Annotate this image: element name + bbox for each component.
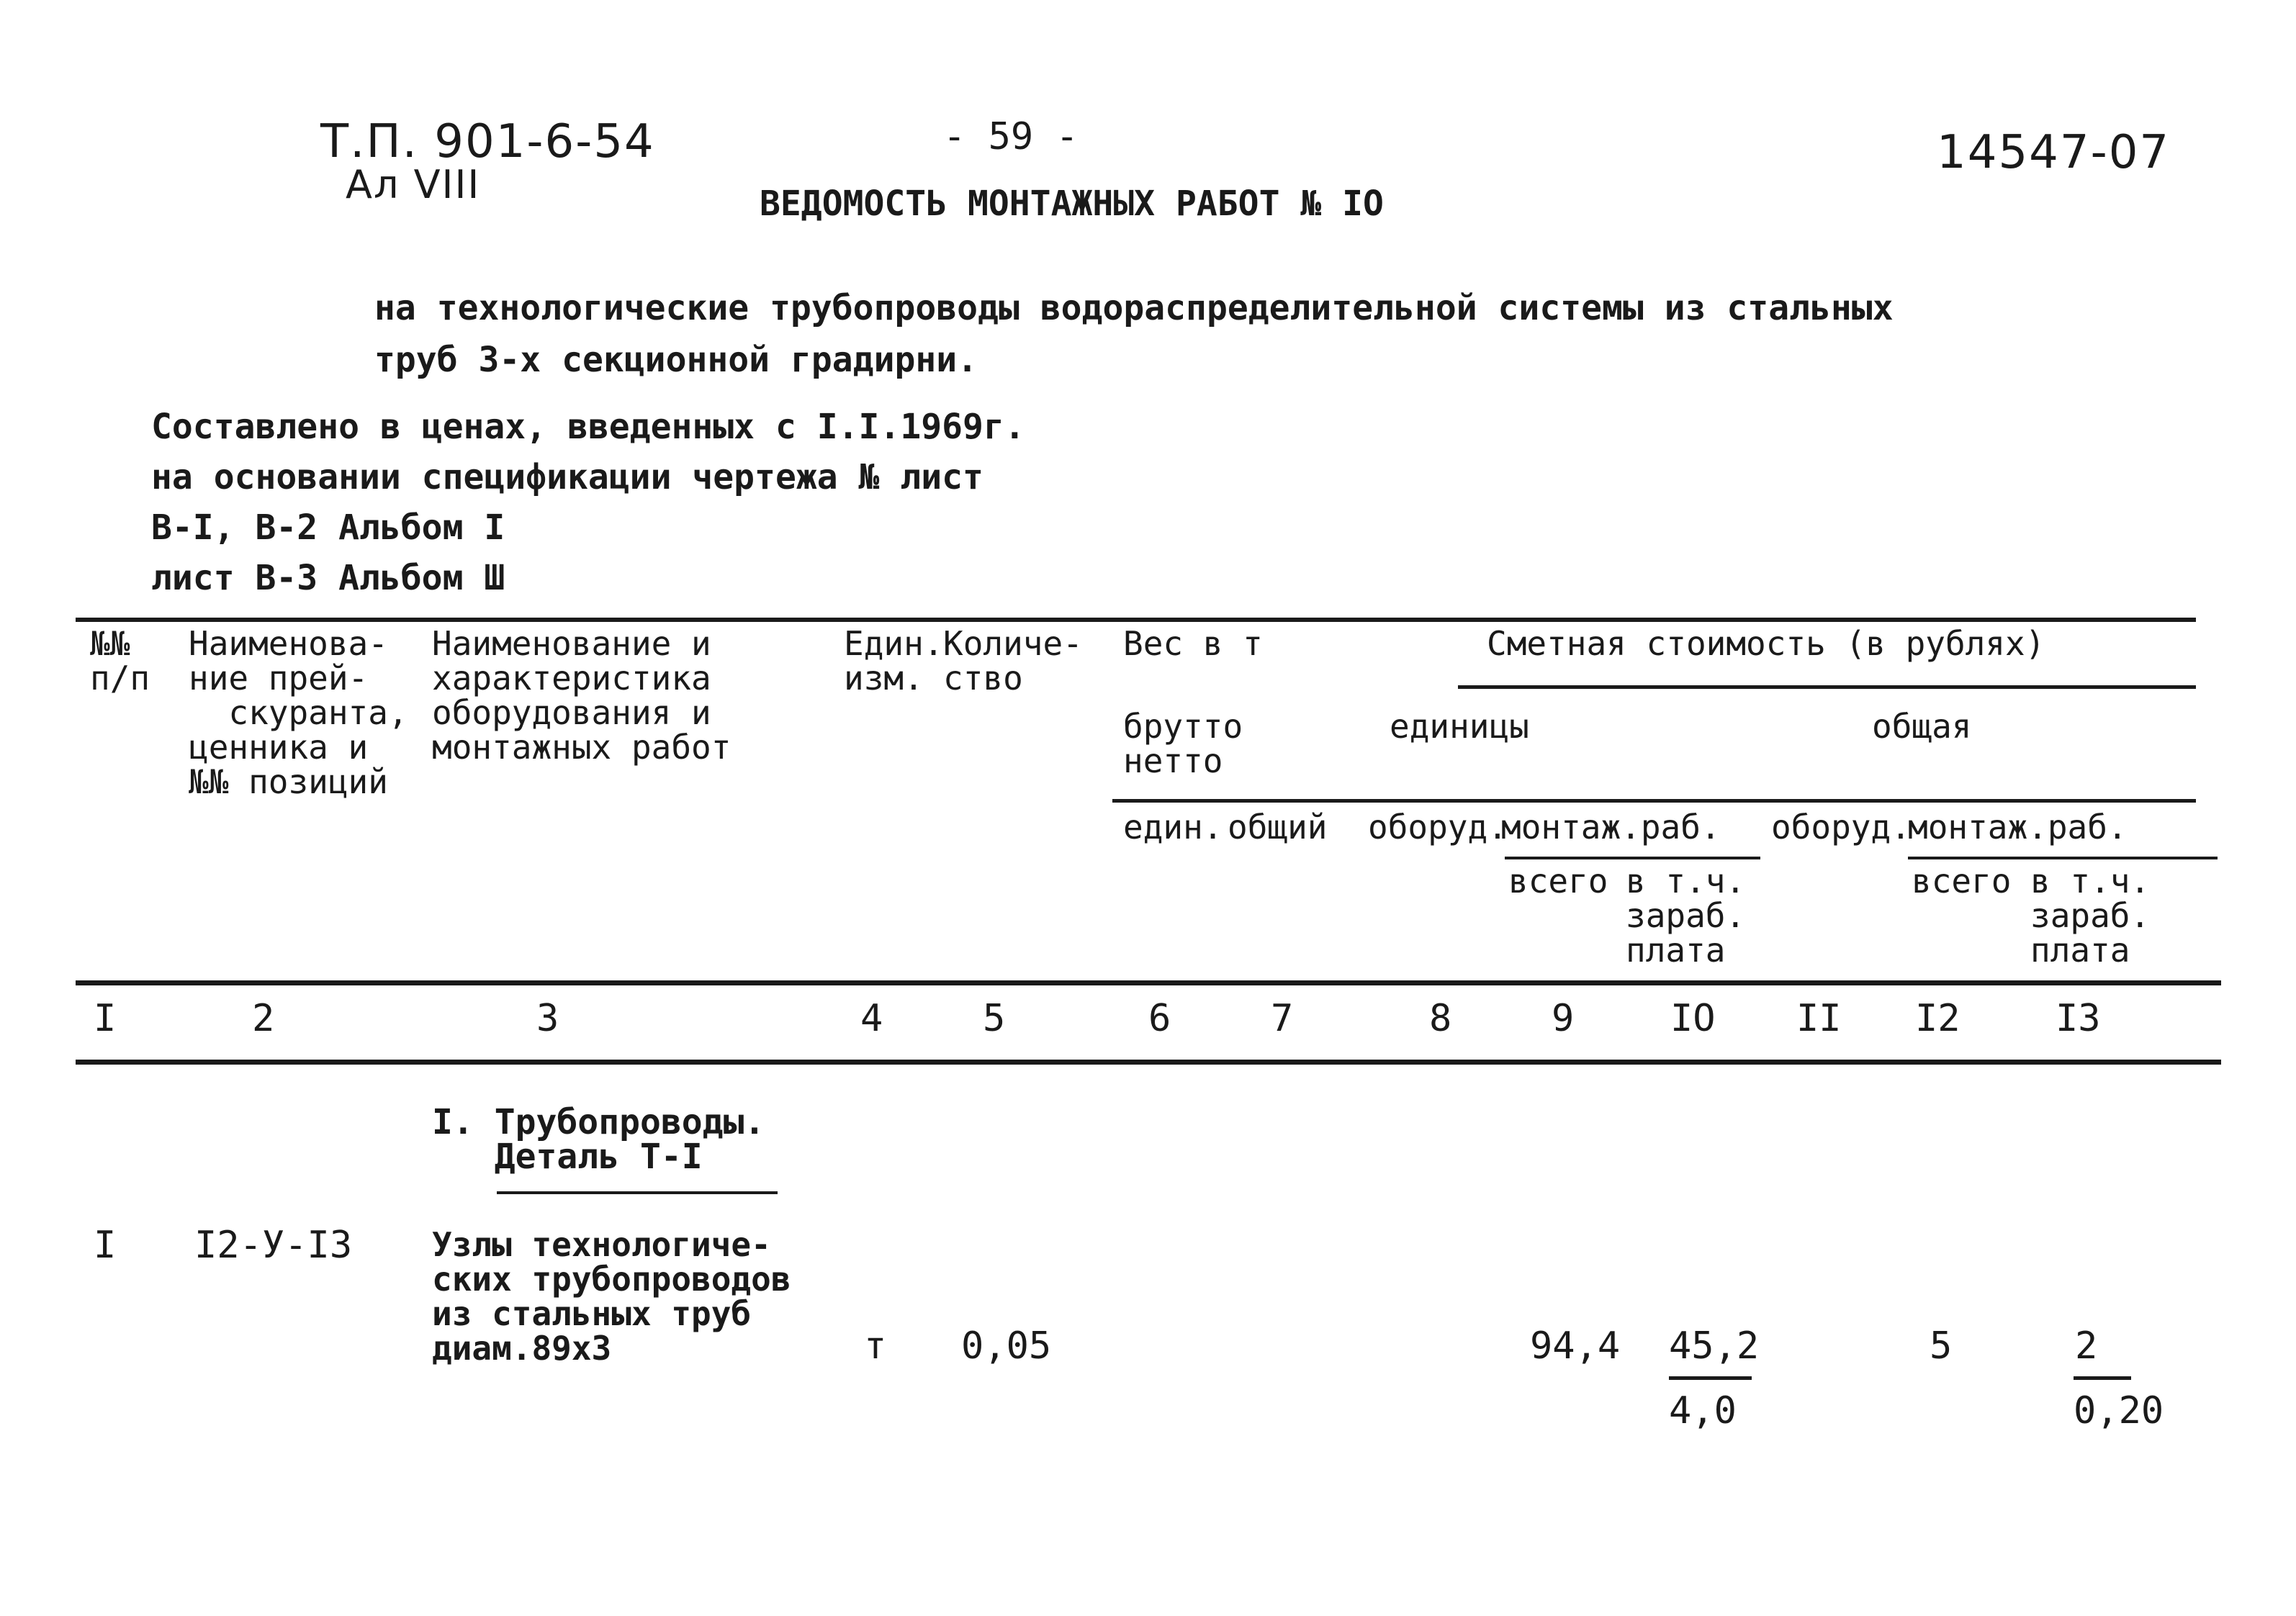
note-line-1: Составлено в ценах, введенных с I.I.1969г. — [151, 407, 1025, 447]
header-unit-cost: единицы — [1390, 707, 1529, 746]
page-number: - 59 - — [943, 115, 1079, 158]
header-gross-net: брутто нетто — [1123, 707, 1243, 780]
row-mount-unit-wage: 45,2 — [1669, 1324, 1760, 1368]
table-top-rule — [76, 618, 2196, 622]
column-number-8: 8 — [1429, 997, 1452, 1040]
total-mount-rule — [1908, 857, 2218, 859]
row-unit: т — [864, 1324, 887, 1368]
header-incl-wage: в т.ч. зараб. плата — [1626, 862, 1746, 970]
column-number-10: IO — [1670, 997, 1716, 1040]
subtitle-line-1: на технологические трубопроводы водораспределительной системы из стальных — [374, 288, 1894, 328]
header-equipment-total: оборуд. — [1771, 808, 1911, 847]
row-description: Узлы технологиче- ских трубопроводов из стальных труб диам.89х3 — [432, 1225, 791, 1368]
cost-header-rule — [1458, 685, 2196, 689]
header-weight-unit: един. — [1123, 808, 1223, 847]
album-mark: Ал VIII — [346, 162, 481, 207]
column-number-2: 2 — [252, 997, 275, 1040]
column-number-12: I2 — [1915, 997, 1960, 1040]
document-code: Т.П. 901-6-54 — [320, 115, 655, 168]
note-line-2: на основании спецификации чертежа № лист — [151, 457, 983, 497]
subheader-rule — [1112, 799, 2196, 803]
header-num: №№ п/п — [90, 624, 150, 698]
column-number-5: 5 — [983, 997, 1006, 1040]
header-pricelist: Наименова- ние прей- скуранта, ценника и №№ позиций — [189, 624, 408, 801]
column-number-11: II — [1796, 997, 1842, 1040]
header-name: Наименование и характеристика оборудования и монтажных работ — [432, 624, 731, 767]
column-number-4: 4 — [860, 997, 883, 1040]
column-number-6: 6 — [1148, 997, 1171, 1040]
row-mount-total-wage-sub: 0,20 — [2074, 1389, 2164, 1432]
section-title: I. Трубопроводы. Деталь Т-I — [432, 1102, 765, 1177]
header-weight-total: общий — [1228, 808, 1328, 847]
header-qty: Количе- ство — [943, 624, 1083, 698]
note-line-4: лист В-3 Альбом Ш — [151, 558, 505, 598]
row-mount-total-wage: 2 — [2075, 1324, 2098, 1368]
column-number-3: 3 — [536, 997, 559, 1040]
header-mounting-total: монтаж.раб. — [1908, 808, 2128, 847]
column-number-7: 7 — [1271, 997, 1294, 1040]
header-mounting: монтаж.раб. — [1501, 808, 1721, 847]
header-bottom-rule — [76, 980, 2221, 985]
column-number-9: 9 — [1552, 997, 1575, 1040]
row-mount-total-all: 5 — [1930, 1324, 1953, 1368]
header-all: всего — [1508, 862, 1608, 900]
note-line-3: В-I, В-2 Альбом I — [151, 507, 505, 548]
header-weight: Вес в т — [1123, 624, 1263, 663]
row-number: I — [94, 1224, 117, 1267]
header-equipment: оборуд. — [1368, 808, 1508, 847]
row-quantity: 0,05 — [961, 1324, 1052, 1368]
fraction-bar-unit — [1669, 1376, 1752, 1380]
fraction-bar-total — [2074, 1376, 2131, 1380]
row-mount-unit-wage-sub: 4,0 — [1669, 1389, 1737, 1432]
section-title-underline — [497, 1191, 778, 1194]
column-number-13: I3 — [2056, 997, 2101, 1040]
header-unit: Един. изм. — [844, 624, 944, 698]
column-number-1: I — [94, 997, 117, 1040]
header-cost: Сметная стоимость (в рублях) — [1487, 624, 2045, 663]
header-total-cost: общая — [1872, 707, 1972, 746]
header-incl-wage-total: в т.ч. зараб. плата — [2030, 862, 2151, 970]
inventory-number: 14547-07 — [1937, 126, 2171, 179]
column-numbers-rule — [76, 1060, 2221, 1065]
row-mount-unit-all: 94,4 — [1530, 1324, 1621, 1368]
row-pricelist-code: I2-У-I3 — [194, 1224, 353, 1267]
subtitle-line-2: труб 3-х секционной градирни. — [374, 340, 978, 380]
unit-mount-rule — [1505, 857, 1760, 859]
page-title: ВЕДОМОСТЬ МОНТАЖНЫХ РАБОТ № IO — [760, 184, 1384, 224]
header-all-total: всего — [1912, 862, 2012, 900]
